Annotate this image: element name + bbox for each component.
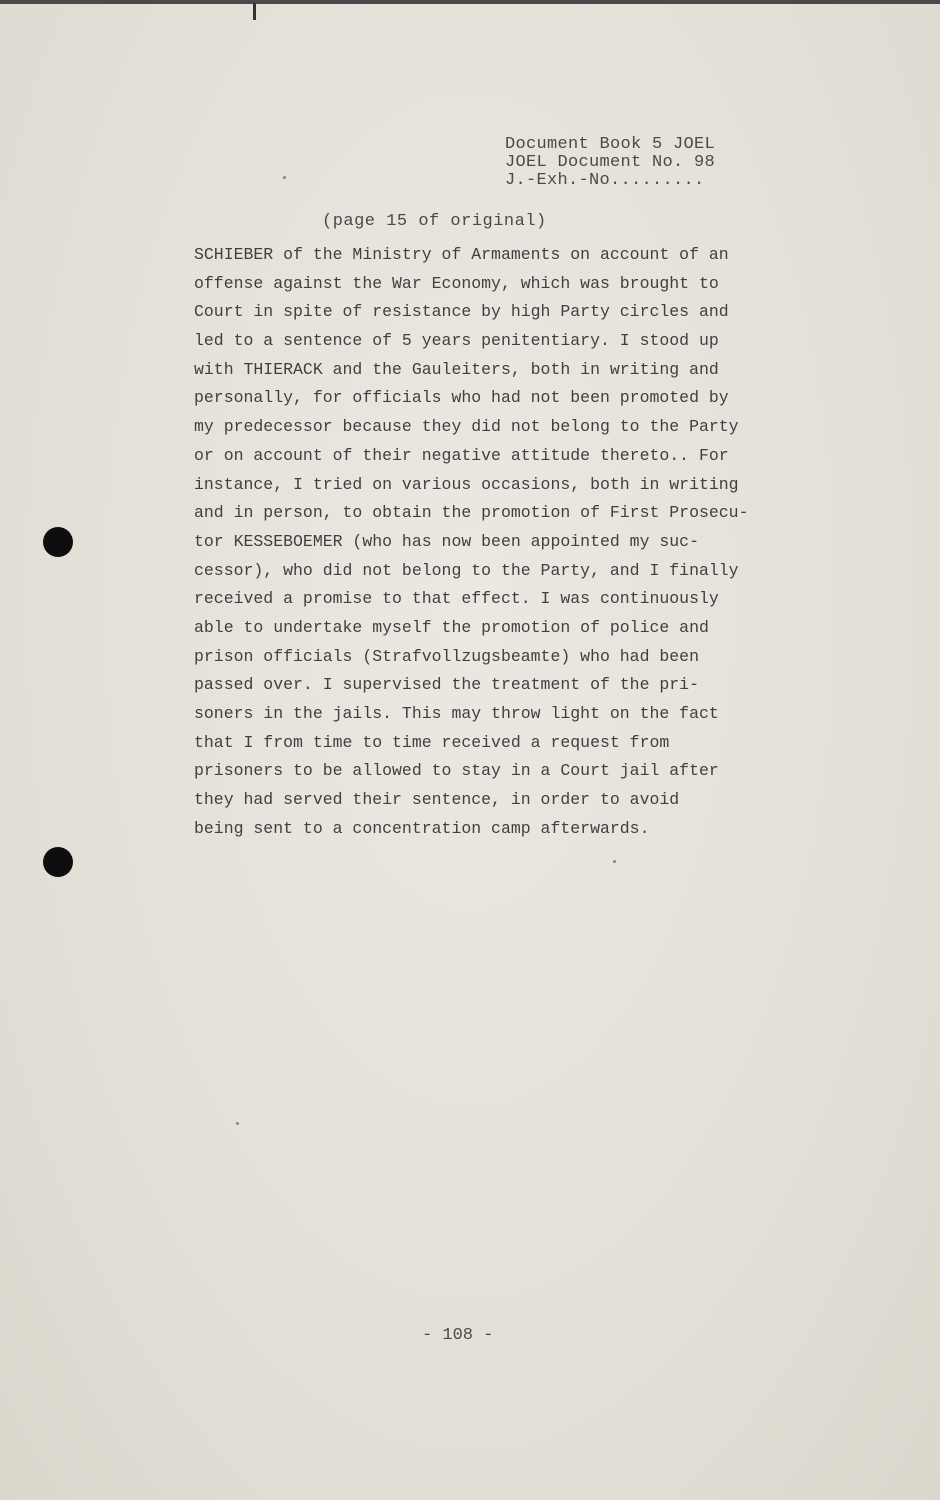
body-line: Court in spite of resistance by high Party circles and [194,302,729,322]
body-line: soners in the jails. This may throw light on the fact [194,704,719,723]
body-line: cessor), who did not belong to the Party, and I finally [194,560,739,580]
body-line: my predecessor because they did not belong to the Party [194,417,739,437]
paper-speck [283,176,286,179]
punch-hole [43,847,73,877]
paper-speck [236,1122,239,1125]
original-page-reference: (page 15 of original) [322,212,547,231]
document-book-line: Document Book 5 JOEL [505,135,716,154]
body-line: and in person, to obtain the promotion of First Prosecu- [194,503,749,523]
exhibit-number-line: J.-Exh.-No......... [505,171,705,190]
body-line: that I from time to time received a request from [194,732,670,752]
document-header [505,136,715,190]
body-line: prison officials (Strafvollzugsbeamte) who had been [194,646,699,666]
body-line: led to a sentence of 5 years penitentiary. I stood up [194,331,719,351]
document-number-line: JOEL Document No. 98 [505,153,716,172]
body-text [194,241,844,843]
page-number: - 108 - [422,1326,494,1345]
page-top-edge [0,0,940,4]
ink-tick-mark [253,3,256,20]
body-line: prisoners to be allowed to stay in a Court jail after [194,761,719,781]
body-line: they had served their sentence, in order to avoid [194,790,680,810]
body-line: offense against the War Economy, which was brought to [194,273,719,293]
body-line: instance, I tried on various occasions, both in writing [194,474,739,494]
body-line: personally, for officials who had not been promoted by [194,388,729,408]
body-line: with THIERACK and the Gauleiters, both in writing and [194,359,719,379]
body-line: tor KESSEBOEMER (who has now been appointed my suc- [194,531,699,551]
body-line: SCHIEBER of the Ministry of Armaments on account of an [194,245,729,264]
punch-hole [43,527,73,557]
body-line: received a promise to that effect. I was continuously [194,589,719,609]
body-line: being sent to a concentration camp afterwards. [194,818,650,838]
body-line: able to undertake myself the promotion of police and [194,617,709,637]
body-line: or on account of their negative attitude thereto.. For [194,445,729,465]
body-line: passed over. I supervised the treatment of the pri- [194,675,699,695]
paper-speck [613,860,616,863]
